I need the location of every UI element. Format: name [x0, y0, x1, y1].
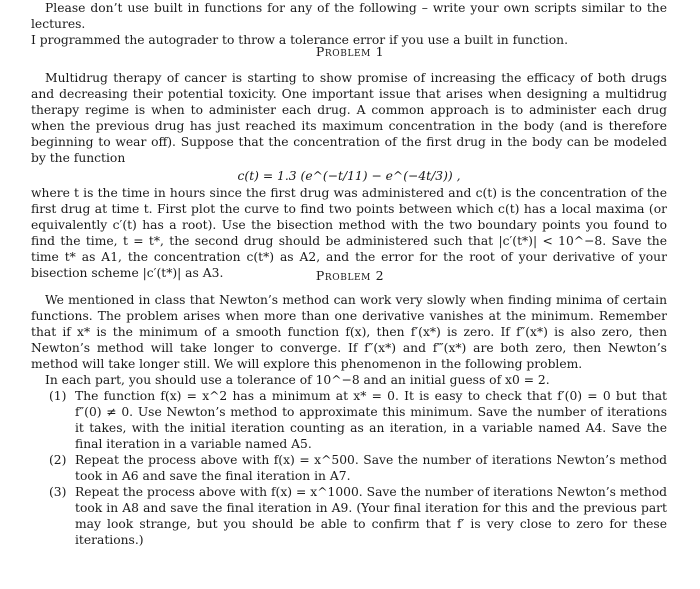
intro-line-2: I programmed the autograder to throw a tolerance error if you use a built in function.	[31, 33, 568, 47]
list-item-text: The function f(x) = x^2 has a minimum at x* = 0. It is easy to check that f′(0) = 0 but that f″(0) ≠ 0. Use Newton’s method to approximate this minimum. Save the number of iterations it takes, with the initial iteration counting as an iteration, in a variable named A4. Save the final iteration in a variable named A5.	[75, 389, 667, 451]
problem2-paragraph-1: We mentioned in class that Newton’s method can work very slowly when finding minima of certain functions. The problem arises when more than one derivative vanishes at the minimum. Remember that if x* is the minimum of a smooth function f(x), then f′(x*) is zero. If f″(x*) is also zero, then Newton’s method will take longer to converge. If f″(x*) and f‴(x*) are both zero, then Newton’s method will take longer still. We will explore this phenomenon in the following problem.	[31, 293, 667, 371]
list-item	[31, 388, 667, 452]
problem1-paragraph-2: where t is the time in hours since the first drug was administered and c(t) is the concentration of the first drug at time t. First plot the curve to find two points between which c(t) has a local maxima (or equivalently c′(t) has a root). Use the bisection method with the two boundary points you found to find the time, t = t*, the second drug should be administered such that |c′(t*)| < 10^−8. Save the time t* as A1, the concentration c(t*) as A2, and the error for the root of your derivative of your bisection scheme |c′(t*)| as A3.	[31, 186, 667, 280]
list-item-number: (2)	[49, 453, 67, 467]
problem2-body	[31, 292, 667, 548]
problem2-parts-list	[31, 388, 667, 548]
intro-line-1: Please don’t use built in functions for any of the following – write your own scripts similar to the lectures.	[31, 1, 667, 31]
list-item-number: (1)	[49, 389, 67, 403]
problem1-heading: Problem 1	[315, 44, 385, 59]
list-item-text: Repeat the process above with f(x) = x^1000. Save the number of iterations Newton’s method took in A8 and save the final iteration in A9. (Your final iteration for this and the previous part may look strange, but you should be able to confirm that f′ is very close to zero for these iterations.)	[75, 485, 667, 547]
list-item-text: Repeat the process above with f(x) = x^500. Save the number of iterations Newton’s method took in A6 and save the final iteration in A7.	[75, 453, 667, 483]
problem1-paragraph-1: Multidrug therapy of cancer is starting to show promise of increasing the efficacy of both drugs and decreasing their potential toxicity. One important issue that arises when designing a multidrug therapy regime is when to administer each drug. A common approach is to administer each drug when the previous drug has just reached its maximum concentration in the body (and is therefore beginning to wear off). Suppose that the concentration of the first drug in the body can be modeled by the function	[31, 71, 667, 165]
list-item	[31, 484, 667, 548]
problem1-body	[31, 70, 667, 281]
problem1-equation: c(t) = 1.3 (e^(−t/11) − e^(−4t/3)) ,	[237, 169, 461, 183]
list-item-number: (3)	[49, 485, 67, 499]
problem2-heading: Problem 2	[315, 268, 385, 283]
problem2-paragraph-2: In each part, you should use a tolerance of 10^−8 and an initial guess of x0 = 2.	[45, 373, 550, 387]
list-item	[31, 452, 667, 484]
intro-note	[31, 0, 667, 48]
